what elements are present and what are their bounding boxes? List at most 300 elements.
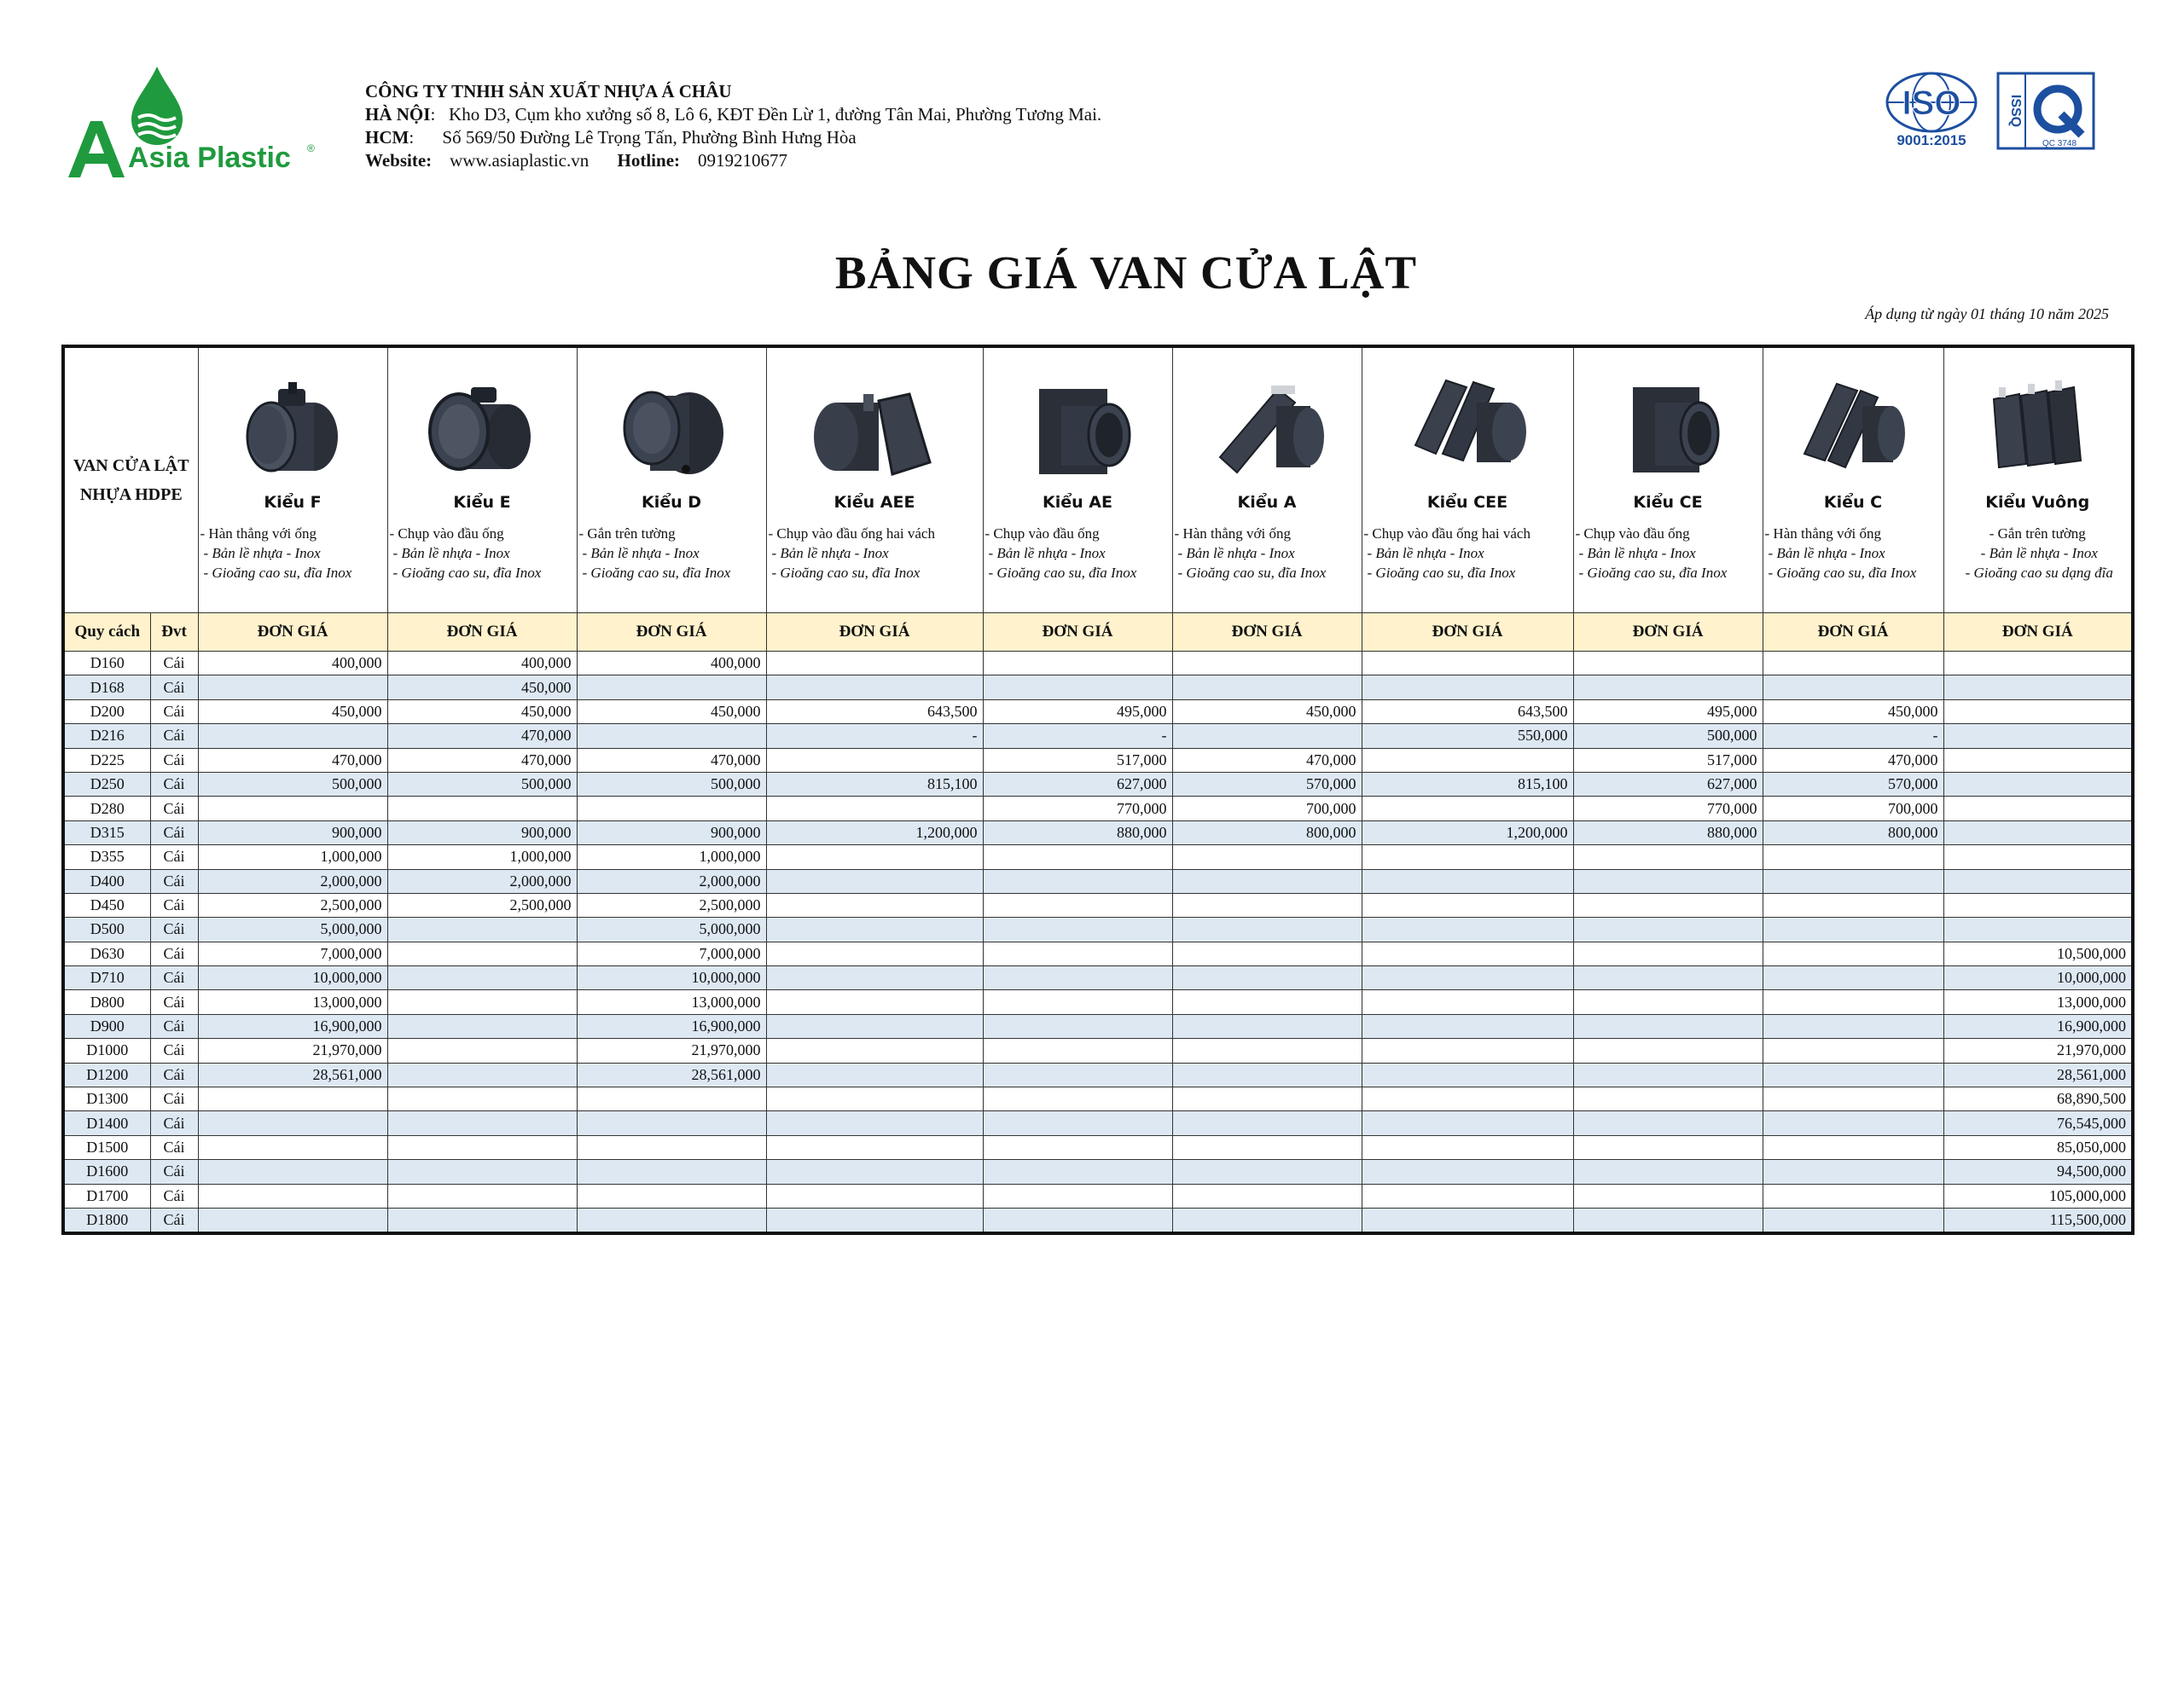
- type-vuong-label: Kiểu Vuông: [1985, 493, 2090, 512]
- table-row: [63, 820, 2133, 844]
- certification-logos: [1884, 70, 2100, 154]
- table-row: [63, 966, 2133, 990]
- price-cell: [387, 1014, 577, 1038]
- price-cell: [983, 1063, 1172, 1087]
- price-cell: [1172, 675, 1362, 699]
- price-cell: 1,200,000: [1362, 820, 1573, 844]
- price-cell: [983, 942, 1172, 965]
- spec-cell: D900: [63, 1014, 150, 1038]
- svg-text:ISO: ISO: [1902, 84, 1961, 122]
- price-header: ĐƠN GIÁ: [1763, 613, 1943, 652]
- price-cell: 627,000: [983, 772, 1172, 796]
- price-cell: [766, 990, 983, 1014]
- price-cell: 16,900,000: [1943, 1014, 2133, 1038]
- price-cell: [766, 1160, 983, 1184]
- price-cell: 643,500: [766, 699, 983, 723]
- price-cell: [983, 869, 1172, 893]
- spec-cell: D710: [63, 966, 150, 990]
- table-row: [63, 1160, 2133, 1184]
- price-cell: [387, 1135, 577, 1159]
- hanoi-address-line: HÀ NỘI: Kho D3, Cụm kho xưởng số 8, Lô 6, KĐT Đền Lừ 1, đường Tân Mai, Phường Tương Mai.: [365, 104, 1102, 125]
- valve-type-f-icon: [229, 368, 357, 488]
- spec-cell: D216: [63, 724, 150, 748]
- table-row: [63, 724, 2133, 748]
- price-cell: 105,000,000: [1943, 1184, 2133, 1208]
- unit-cell: Cái: [150, 893, 198, 917]
- price-cell: [1362, 1039, 1573, 1063]
- type-cee-cell: [1362, 346, 1573, 519]
- table-row: [63, 1111, 2133, 1135]
- price-cell: [1573, 1087, 1763, 1111]
- table-row: [63, 1014, 2133, 1038]
- hotline-number: 0919210677: [698, 150, 788, 171]
- price-cell: 470,000: [387, 748, 577, 772]
- valve-type-d-icon: [607, 368, 735, 488]
- price-cell: 28,561,000: [577, 1063, 766, 1087]
- brand-text: Asia Plastic: [128, 142, 291, 174]
- effective-date: Áp dụng từ ngày 01 tháng 10 năm 2025: [1865, 305, 2109, 322]
- price-cell: 2,500,000: [387, 893, 577, 917]
- price-cell: 21,970,000: [1943, 1039, 2133, 1063]
- price-cell: 16,900,000: [198, 1014, 387, 1038]
- spec-cell: D1500: [63, 1135, 150, 1159]
- price-cell: 800,000: [1763, 820, 1943, 844]
- price-cell: [1573, 1111, 1763, 1135]
- price-cell: 5,000,000: [577, 918, 766, 942]
- price-cell: [1172, 1014, 1362, 1038]
- price-header: ĐƠN GIÁ: [1573, 613, 1763, 652]
- price-cell: [1763, 869, 1943, 893]
- price-cell: [1172, 1184, 1362, 1208]
- price-cell: [983, 918, 1172, 942]
- table-row: [63, 797, 2133, 820]
- spec-cell: D160: [63, 652, 150, 675]
- price-cell: [1763, 845, 1943, 869]
- type-ae-label: Kiểu AE: [1043, 493, 1112, 512]
- type-cee-label: Kiểu CEE: [1426, 493, 1508, 512]
- price-cell: -: [1763, 724, 1943, 748]
- column-header-row: [63, 613, 2133, 652]
- price-cell: [1362, 1111, 1573, 1135]
- price-cell: [1943, 652, 2133, 675]
- price-table: [61, 345, 2135, 1235]
- price-cell: [1362, 1135, 1573, 1159]
- website-link[interactable]: www.asiaplastic.vn: [450, 150, 590, 171]
- price-cell: [983, 990, 1172, 1014]
- unit-cell: Cái: [150, 1087, 198, 1111]
- price-cell: [766, 1111, 983, 1135]
- price-cell: 76,545,000: [1943, 1111, 2133, 1135]
- price-cell: 815,100: [766, 772, 983, 796]
- price-cell: [1362, 942, 1573, 965]
- unit-cell: Cái: [150, 675, 198, 699]
- table-row: [63, 942, 2133, 965]
- price-cell: 400,000: [198, 652, 387, 675]
- spec-cell: D1600: [63, 1160, 150, 1184]
- unit-cell: Cái: [150, 1039, 198, 1063]
- price-cell: [387, 797, 577, 820]
- price-cell: [387, 918, 577, 942]
- table-row: [63, 772, 2133, 796]
- valve-type-c-icon: [1789, 368, 1917, 488]
- price-cell: [1943, 918, 2133, 942]
- price-cell: [1763, 1135, 1943, 1159]
- table-row: [63, 918, 2133, 942]
- spec-cell: D630: [63, 942, 150, 965]
- price-cell: [1573, 1014, 1763, 1038]
- price-cell: [1172, 1111, 1362, 1135]
- hcm-label: HCM: [365, 127, 410, 148]
- spec-cell: D1400: [63, 1111, 150, 1135]
- price-cell: 10,000,000: [577, 966, 766, 990]
- price-cell: 570,000: [1763, 772, 1943, 796]
- unit-cell: Cái: [150, 652, 198, 675]
- price-header: ĐƠN GIÁ: [1172, 613, 1362, 652]
- price-cell: [1763, 942, 1943, 965]
- price-cell: [1573, 1160, 1763, 1184]
- price-cell: 2,500,000: [577, 893, 766, 917]
- price-cell: [1362, 748, 1573, 772]
- hcm-address-line: HCM: Số 569/50 Đường Lê Trọng Tấn, Phường Bình Hưng Hòa: [365, 127, 857, 148]
- table-row: [63, 893, 2133, 917]
- water-drop-logo-icon: [65, 63, 321, 183]
- unit-cell: Cái: [150, 1014, 198, 1038]
- price-cell: [1943, 845, 2133, 869]
- price-cell: [1172, 1063, 1362, 1087]
- unit-cell: Cái: [150, 797, 198, 820]
- unit-cell: Cái: [150, 820, 198, 844]
- spec-cell: D168: [63, 675, 150, 699]
- type-a-label: Kiểu A: [1237, 493, 1297, 512]
- price-cell: 627,000: [1573, 772, 1763, 796]
- price-cell: 517,000: [983, 748, 1172, 772]
- price-cell: -: [766, 724, 983, 748]
- unit-cell: Cái: [150, 699, 198, 723]
- price-cell: 815,100: [1362, 772, 1573, 796]
- unit-cell: Cái: [150, 1111, 198, 1135]
- type-aee-cell: [766, 346, 983, 519]
- price-cell: 2,000,000: [387, 869, 577, 893]
- website-label: Website:: [365, 150, 433, 171]
- unit-column-header: Đvt: [150, 613, 198, 652]
- price-cell: [1763, 990, 1943, 1014]
- hanoi-label: HÀ NỘI: [365, 104, 431, 125]
- price-cell: [1362, 893, 1573, 917]
- spec-column-header: Quy cách: [63, 613, 150, 652]
- price-cell: [198, 1160, 387, 1184]
- iso-globe-icon: [1887, 73, 1976, 148]
- price-cell: [1172, 942, 1362, 965]
- price-cell: 770,000: [983, 797, 1172, 820]
- valve-type-cee-icon: [1395, 368, 1540, 488]
- price-cell: [387, 1063, 577, 1087]
- price-cell: 400,000: [577, 652, 766, 675]
- price-cell: [1362, 1160, 1573, 1184]
- price-cell: 880,000: [983, 820, 1172, 844]
- quacert-icon: [1998, 73, 2094, 148]
- price-cell: [1573, 918, 1763, 942]
- spec-cell: D400: [63, 869, 150, 893]
- price-cell: [198, 1111, 387, 1135]
- price-cell: [1172, 1208, 1362, 1233]
- price-cell: 470,000: [387, 724, 577, 748]
- unit-cell: Cái: [150, 1160, 198, 1184]
- type-f-description: - Hàn thẳng với ống - Bản lề nhựa - Inox - Gioăng cao su, đĩa Inox: [198, 519, 387, 613]
- price-cell: 900,000: [577, 820, 766, 844]
- unit-cell: Cái: [150, 942, 198, 965]
- price-header: ĐƠN GIÁ: [983, 613, 1172, 652]
- price-cell: [387, 966, 577, 990]
- price-cell: 1,000,000: [198, 845, 387, 869]
- price-cell: 500,000: [198, 772, 387, 796]
- spec-cell: D355: [63, 845, 150, 869]
- spec-cell: D1800: [63, 1208, 150, 1233]
- price-cell: [983, 1111, 1172, 1135]
- price-cell: [766, 966, 983, 990]
- price-cell: [577, 724, 766, 748]
- type-a-cell: [1172, 346, 1362, 519]
- price-cell: 470,000: [198, 748, 387, 772]
- price-header: ĐƠN GIÁ: [1362, 613, 1573, 652]
- type-f-label: Kiểu F: [264, 493, 322, 512]
- price-cell: [387, 1184, 577, 1208]
- price-cell: [1362, 869, 1573, 893]
- price-cell: [577, 675, 766, 699]
- type-e-label: Kiểu E: [453, 493, 511, 512]
- price-cell: [1573, 1208, 1763, 1233]
- svg-text:®: ®: [307, 142, 315, 154]
- price-cell: 28,561,000: [1943, 1063, 2133, 1087]
- price-header: ĐƠN GIÁ: [198, 613, 387, 652]
- type-ae-description: - Chụp vào đầu ống - Bản lề nhựa - Inox - Gioăng cao su, đĩa Inox: [983, 519, 1172, 613]
- asia-plastic-logo: [65, 63, 321, 183]
- price-cell: 21,970,000: [198, 1039, 387, 1063]
- price-cell: 900,000: [198, 820, 387, 844]
- price-cell: 1,000,000: [577, 845, 766, 869]
- price-cell: [983, 652, 1172, 675]
- price-cell: [1362, 1208, 1573, 1233]
- unit-cell: Cái: [150, 918, 198, 942]
- price-cell: 21,970,000: [577, 1039, 766, 1063]
- price-cell: [1362, 1087, 1573, 1111]
- unit-cell: Cái: [150, 1063, 198, 1087]
- price-cell: 7,000,000: [198, 942, 387, 965]
- price-cell: [387, 1039, 577, 1063]
- price-cell: [1362, 1063, 1573, 1087]
- price-cell: [1763, 1063, 1943, 1087]
- price-cell: [1362, 918, 1573, 942]
- price-cell: 400,000: [387, 652, 577, 675]
- price-cell: 1,000,000: [387, 845, 577, 869]
- product-category-title: VAN CỬA LẬT NHỰA HDPE: [63, 346, 198, 613]
- price-cell: [1943, 893, 2133, 917]
- hcm-address: Số 569/50 Đường Lê Trọng Tấn, Phường Bình Hưng Hòa: [442, 127, 857, 148]
- type-ce-cell: [1573, 346, 1763, 519]
- price-cell: [766, 1135, 983, 1159]
- price-cell: [1362, 1184, 1573, 1208]
- price-cell: [1763, 1184, 1943, 1208]
- price-cell: 470,000: [1172, 748, 1362, 772]
- table-row: [63, 1063, 2133, 1087]
- company-name: CÔNG TY TNHH SẢN XUẤT NHỰA Á CHÂU: [365, 81, 732, 101]
- price-cell: [983, 845, 1172, 869]
- price-cell: 450,000: [387, 699, 577, 723]
- price-cell: 495,000: [1573, 699, 1763, 723]
- unit-cell: Cái: [150, 1135, 198, 1159]
- price-cell: [1763, 652, 1943, 675]
- price-cell: [1362, 675, 1573, 699]
- svg-text:9001:2015: 9001:2015: [1896, 132, 1966, 148]
- price-cell: [1172, 893, 1362, 917]
- price-cell: [1943, 699, 2133, 723]
- price-cell: [1763, 966, 1943, 990]
- type-c-description: - Hàn thẳng với ống - Bản lề nhựa - Inox - Gioăng cao su, đĩa Inox: [1763, 519, 1943, 613]
- valve-type-e-icon: [418, 368, 546, 488]
- price-cell: 643,500: [1362, 699, 1573, 723]
- unit-cell: Cái: [150, 1184, 198, 1208]
- price-cell: 5,000,000: [198, 918, 387, 942]
- type-ce-description: - Chụp vào đầu ống - Bản lề nhựa - Inox - Gioăng cao su, đĩa Inox: [1573, 519, 1763, 613]
- spec-cell: D250: [63, 772, 150, 796]
- price-cell: [198, 724, 387, 748]
- type-c-label: Kiểu C: [1823, 493, 1883, 512]
- hotline-label: Hotline:: [617, 150, 681, 171]
- unit-cell: Cái: [150, 1208, 198, 1233]
- table-row: [63, 748, 2133, 772]
- price-cell: [1943, 797, 2133, 820]
- price-header: ĐƠN GIÁ: [577, 613, 766, 652]
- price-cell: [1172, 990, 1362, 1014]
- price-cell: [1172, 966, 1362, 990]
- price-cell: [1362, 1014, 1573, 1038]
- price-cell: 900,000: [387, 820, 577, 844]
- table-row: [63, 845, 2133, 869]
- price-cell: [1362, 966, 1573, 990]
- price-cell: 10,000,000: [1943, 966, 2133, 990]
- price-cell: [983, 1039, 1172, 1063]
- table-row: [63, 990, 2133, 1014]
- unit-cell: Cái: [150, 966, 198, 990]
- price-cell: 500,000: [577, 772, 766, 796]
- type-vuong-cell: [1943, 346, 2133, 519]
- price-cell: 2,000,000: [577, 869, 766, 893]
- type-f-cell: [198, 346, 387, 519]
- price-cell: 94,500,000: [1943, 1160, 2133, 1184]
- price-cell: [1763, 918, 1943, 942]
- price-cell: [1573, 652, 1763, 675]
- unit-cell: Cái: [150, 724, 198, 748]
- price-cell: [766, 1184, 983, 1208]
- price-cell: [1573, 1039, 1763, 1063]
- price-cell: [387, 990, 577, 1014]
- price-cell: 450,000: [1172, 699, 1362, 723]
- price-cell: [387, 1208, 577, 1233]
- type-cee-description: - Chụp vào đầu ống hai vách - Bản lề nhựa - Inox - Gioăng cao su, đĩa Inox: [1362, 519, 1573, 613]
- price-cell: [1943, 869, 2133, 893]
- price-cell: [1573, 869, 1763, 893]
- price-cell: 880,000: [1573, 820, 1763, 844]
- price-cell: [983, 966, 1172, 990]
- price-cell: [1943, 748, 2133, 772]
- table-row: [63, 1208, 2133, 1233]
- price-cell: 7,000,000: [577, 942, 766, 965]
- price-cell: 470,000: [1763, 748, 1943, 772]
- valve-type-a-icon: [1203, 368, 1331, 488]
- table-row: [63, 869, 2133, 893]
- price-cell: 115,500,000: [1943, 1208, 2133, 1233]
- price-cell: [1573, 1063, 1763, 1087]
- price-cell: [766, 942, 983, 965]
- price-cell: [983, 1184, 1172, 1208]
- price-header: ĐƠN GIÁ: [387, 613, 577, 652]
- type-e-description: - Chụp vào đầu ống - Bản lề nhựa - Inox - Gioăng cao su, đĩa Inox: [387, 519, 577, 613]
- price-cell: [387, 1087, 577, 1111]
- price-cell: 470,000: [577, 748, 766, 772]
- price-cell: 517,000: [1573, 748, 1763, 772]
- price-cell: [766, 1014, 983, 1038]
- price-header: ĐƠN GIÁ: [1943, 613, 2133, 652]
- price-cell: 500,000: [1573, 724, 1763, 748]
- table-row: [63, 652, 2133, 675]
- page-title: BẢNG GIÁ VAN CỬA LẬT: [834, 246, 1418, 299]
- type-vuong-description: - Gắn trên tường - Bản lề nhựa - Inox - Gioăng cao su dạng đĩa: [1943, 519, 2133, 613]
- price-cell: [1763, 1160, 1943, 1184]
- price-cell: [983, 893, 1172, 917]
- spec-cell: D1700: [63, 1184, 150, 1208]
- price-cell: 10,000,000: [198, 966, 387, 990]
- valve-type-aee-icon: [802, 368, 947, 488]
- price-cell: [1943, 675, 2133, 699]
- price-cell: 1,200,000: [766, 820, 983, 844]
- price-cell: [1172, 652, 1362, 675]
- table-row: [63, 699, 2133, 723]
- price-cell: [766, 845, 983, 869]
- price-cell: 570,000: [1172, 772, 1362, 796]
- price-table-wrapper: [61, 345, 2131, 1235]
- price-cell: [766, 1087, 983, 1111]
- price-cell: [983, 1208, 1172, 1233]
- price-cell: [577, 1111, 766, 1135]
- price-cell: [387, 1160, 577, 1184]
- price-cell: [198, 797, 387, 820]
- price-cell: [1172, 724, 1362, 748]
- price-cell: [1763, 893, 1943, 917]
- price-cell: 450,000: [387, 675, 577, 699]
- price-cell: [577, 797, 766, 820]
- price-cell: [766, 1063, 983, 1087]
- hanoi-address: Kho D3, Cụm kho xưởng số 8, Lô 6, KĐT Đền Lừ 1, đường Tân Mai, Phường Tương Mai.: [449, 104, 1102, 125]
- price-cell: [766, 869, 983, 893]
- price-cell: 700,000: [1172, 797, 1362, 820]
- spec-cell: D315: [63, 820, 150, 844]
- table-row: [63, 675, 2133, 699]
- price-cell: [766, 652, 983, 675]
- price-cell: [1573, 1184, 1763, 1208]
- spec-cell: D280: [63, 797, 150, 820]
- price-cell: [1573, 675, 1763, 699]
- price-cell: [387, 1111, 577, 1135]
- type-ce-label: Kiểu CE: [1633, 493, 1703, 512]
- price-cell: [1573, 845, 1763, 869]
- spec-cell: D1000: [63, 1039, 150, 1063]
- price-cell: -: [983, 724, 1172, 748]
- price-cell: [766, 675, 983, 699]
- unit-cell: Cái: [150, 845, 198, 869]
- type-d-label: Kiểu D: [641, 493, 702, 512]
- price-cell: [1763, 1208, 1943, 1233]
- price-cell: [1362, 845, 1573, 869]
- price-cell: [198, 1087, 387, 1111]
